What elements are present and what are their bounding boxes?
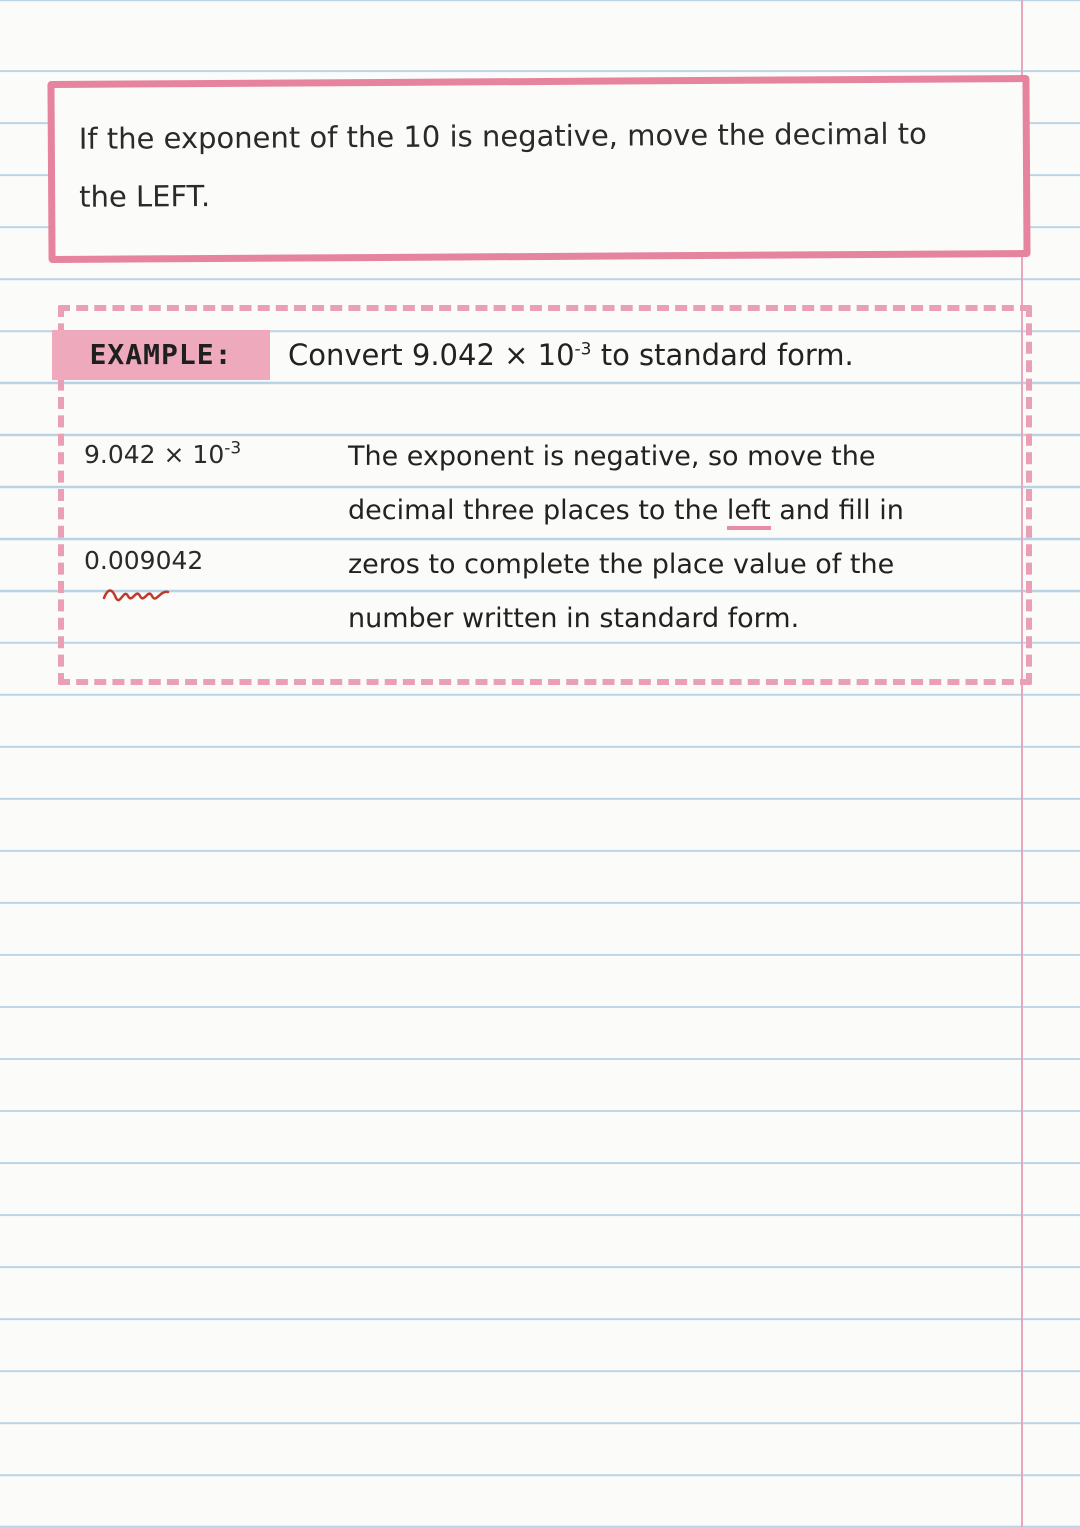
- rule-line-1: If the exponent of the 10 is negative, move the decimal to: [78, 116, 927, 156]
- example-prompt: [288, 330, 854, 380]
- rule-box: [47, 75, 1030, 263]
- rule-text: [79, 104, 980, 225]
- explanation-part-2: and fill in zeros to complete the place value of the number written in standard form.: [348, 495, 904, 634]
- explanation-emphasis: left: [727, 495, 771, 530]
- expression-base: 9.042 × 10: [84, 440, 225, 469]
- explanation-text: [348, 430, 968, 646]
- example-label: EXAMPLE:: [52, 330, 270, 380]
- rule-line-2: the LEFT.: [79, 179, 211, 214]
- explanation-part-1: The exponent is negative, so move the decimal three places to the: [348, 441, 876, 526]
- expression-exponent: -3: [224, 438, 242, 459]
- prompt-suffix: to standard form.: [591, 338, 854, 372]
- prompt-exponent: -3: [574, 339, 592, 360]
- step-result: 0.009042: [84, 546, 204, 575]
- squiggle-mark-icon: [102, 584, 172, 606]
- prompt-prefix: Convert 9.042 × 10: [288, 338, 575, 372]
- step-expression: [84, 440, 241, 469]
